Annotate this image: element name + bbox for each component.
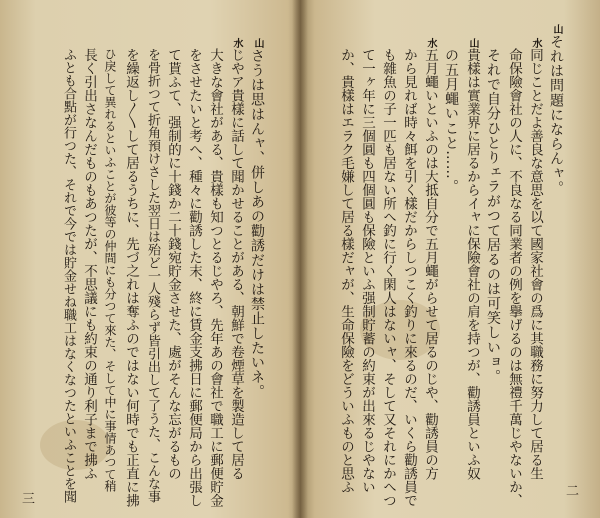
right-col-7 [400,48,418,507]
right-col-2 [505,48,523,507]
left-col-4 [164,48,182,480]
column-text: それは問題にならんャ。 [548,34,564,196]
left-col-0 [248,38,266,399]
right-page-number: 二 [566,484,580,499]
column-text: を骨折つて折角預けさした翌日は殆ど一人殘らず皆引出して了うた、こんな事 [145,48,160,503]
column-text: それで自分ひとりェラがつて居るのは可笑しいョ。 [485,48,501,384]
left-col-5 [143,48,161,503]
column-text: さうは思はんャ、併しあの勸誘だけは禁止したいネ。 [249,48,265,400]
right-col-9 [358,48,376,494]
left-col-1 [227,38,245,480]
speaker-mark: 山 [252,38,263,49]
column-text: 長く引出さなんだものもあつたが、不思議にも約束の通り利子まで拂ふ [81,48,97,480]
column-text: 大きな會社がある、貴樣も知つとるじやろ、先年あの會社で職工に郵便貯金 [207,48,223,507]
column-text: ひ戾して異れるといふことが彼等の仲間にも分つて來た、そして中に事情あつて稍 [103,48,117,492]
column-text: 命保險會社の人に、不良なる同業者の例を擧げるのは無禮千萬じやないか、 [506,48,522,507]
column-text: から見れば時々餌を引く樣だからしつこく釣りに來るのだ、いくら勸誘員で [401,48,417,507]
column-text: て一ヶ年に三個圓も四個圓も保險といふ强制貯蓄の約束が出來るじやない [359,48,375,494]
column-text: じやア貴樣に話して聞かせることがある、朝鮮で卷煙草を製造して居る [228,48,244,480]
bleed-through-text [268,32,285,175]
column-text: か、貴樣はエラク毛嫌して居る樣だャが、生命保險をどういふものと思ふ [338,48,354,494]
column-text: を繰返し〳〵して居るうちに、先づ之れは奪ふのではない何時でも正直に拂 [123,48,139,507]
column-text: をさせたいと考へ、種々に勸誘した末、終に賃金支拂日に郵便局から出張し [186,48,202,507]
column-text: 貴樣は實業界に居るからイャに保險會社の肩を持つが、勸誘員といふ奴 [464,48,480,480]
right-col-3 [484,48,502,384]
left-page-number: 三 [22,492,36,507]
column-text: 同じことだよ善良な意思を以て國家社會の爲に其職務に努力して居る生 [527,48,543,480]
column-text: も雜魚の子一匹も居ない所へ釣に行く閑人はないャ、そして又それにかへつ [380,48,396,507]
right-col-6 [421,38,439,480]
right-col-4 [463,38,481,480]
left-col-7 [101,48,119,492]
column-text: ふとも合點が行つた、それで今では貯金せね職工はなくなつたといふことを聞 [61,48,76,503]
speaker-mark: 山 [551,24,562,35]
speaker-mark: 水 [530,38,541,48]
book-gutter [292,0,308,518]
right-col-8 [379,48,397,507]
left-col-8 [80,48,98,480]
left-col-6 [122,48,140,507]
speaker-mark: 水 [425,38,436,48]
left-col-9 [59,48,77,503]
speaker-mark: 山 [467,38,478,48]
column-text: 五月蠅いといふのは大抵自分で五月蠅がらせて居るのじや、勸誘員の方 [422,48,438,480]
right-col-1 [526,38,544,480]
right-col-0 [547,24,565,195]
right-col-10 [337,48,355,494]
right-col-5 [442,48,460,194]
left-col-2 [206,48,224,507]
speaker-mark: 水 [231,38,242,48]
column-text: の五月蠅いこと……。 [443,48,459,194]
left-col-3 [185,48,203,507]
column-text: て貰ふて、强制的に十錢か二十錢宛貯金させた、處がそんな忘がるもの [165,48,181,480]
